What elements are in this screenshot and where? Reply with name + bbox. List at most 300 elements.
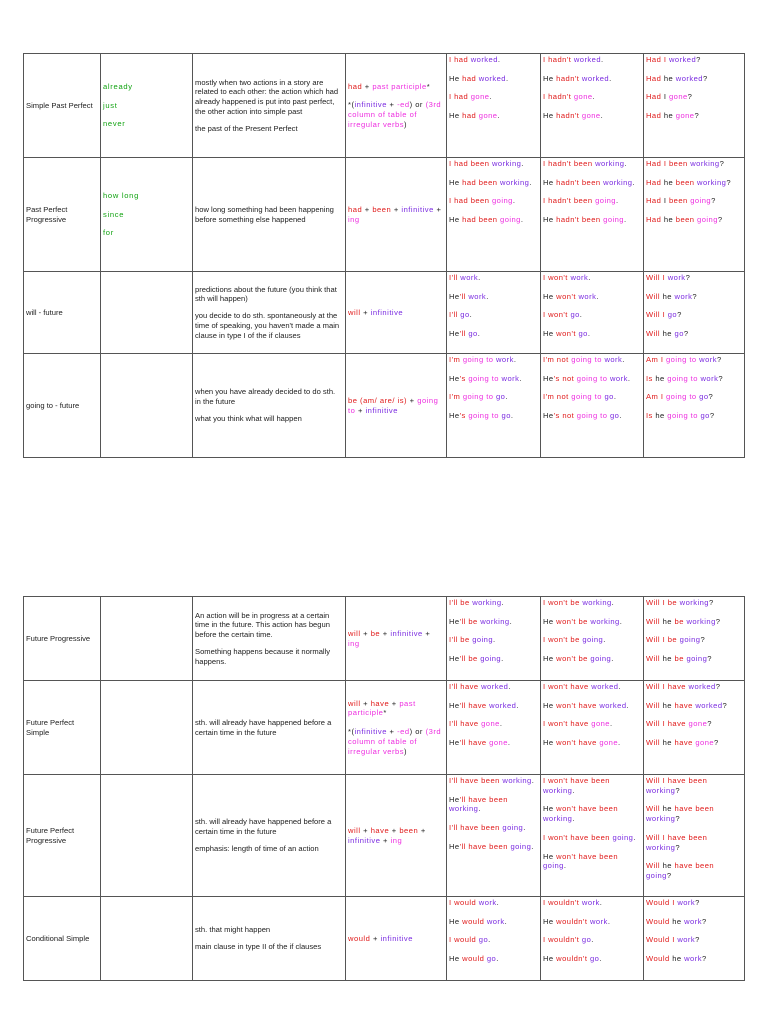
text-segment: He <box>543 291 557 301</box>
text-segment: ? <box>701 916 707 926</box>
example-line <box>449 111 538 121</box>
text-segment: ) <box>404 119 408 129</box>
text-segment: going <box>612 832 634 842</box>
example-line <box>543 804 641 823</box>
example-line <box>543 310 641 320</box>
text-segment: . <box>497 55 501 64</box>
form-line <box>348 205 444 224</box>
text-segment: . <box>623 215 627 225</box>
text-segment: ? <box>687 92 693 102</box>
text-segment: work <box>589 916 608 926</box>
text-segment: He <box>449 916 463 926</box>
text-segment: working <box>543 814 573 824</box>
text-segment: had <box>454 55 471 64</box>
affirmative-cell <box>447 897 541 981</box>
text-segment: Would <box>646 954 673 964</box>
example-line <box>543 833 641 843</box>
text-segment: will <box>348 307 361 317</box>
text-segment: would <box>454 898 479 907</box>
text-segment: I <box>449 392 452 402</box>
text-segment: he <box>662 700 675 710</box>
text-segment: gone <box>581 111 601 121</box>
text-segment: . <box>486 291 489 301</box>
tense-name: Conditional Simple <box>26 933 90 943</box>
text-segment: . <box>478 804 481 814</box>
text-segment: He <box>449 411 460 421</box>
text-segment: I <box>662 635 668 645</box>
text-segment: I <box>543 55 549 64</box>
text-segment: ) or <box>409 727 426 737</box>
text-segment: hadn't <box>548 92 574 102</box>
text-segment: going <box>686 654 708 664</box>
usage-cell <box>193 897 346 981</box>
example-line <box>449 178 538 188</box>
tense-name-cell <box>24 54 101 158</box>
text-segment: I <box>543 935 549 945</box>
text-segment: go <box>496 392 506 402</box>
text-segment: . <box>624 159 627 168</box>
text-segment: + <box>362 81 373 91</box>
text-segment: going to <box>667 373 701 383</box>
text-segment: worked <box>489 700 517 710</box>
tense-name: will - future <box>26 307 63 317</box>
text-segment: Will <box>646 804 663 814</box>
example-line <box>543 954 641 964</box>
text-segment: going to <box>576 373 610 383</box>
tense-name: Future Perfect Progressive <box>26 825 75 845</box>
text-segment: + <box>422 628 431 638</box>
text-segment: Had <box>646 111 664 121</box>
text-segment: hadn't <box>556 111 582 121</box>
text-segment: . <box>626 700 630 710</box>
usage-text: sth. will already have happened before a certain time in the future <box>195 717 332 737</box>
tense-name: Simple Past Perfect <box>26 100 93 110</box>
text-segment: work <box>496 355 514 364</box>
text-segment: had <box>348 204 363 214</box>
text-segment: hadn't been <box>548 159 596 168</box>
text-segment: have been <box>667 776 708 785</box>
example-line <box>646 617 742 627</box>
text-segment: work <box>468 291 487 301</box>
example-line <box>646 196 742 206</box>
text-segment: . <box>477 329 481 339</box>
text-segment: will <box>348 698 361 708</box>
signal-words-cell <box>101 54 193 158</box>
example-line <box>449 292 538 302</box>
text-segment: 'll have been <box>459 794 508 804</box>
form-cell <box>346 272 447 354</box>
text-segment: infinitive <box>370 307 404 317</box>
form-line <box>348 100 444 129</box>
text-segment: ? <box>722 700 728 710</box>
text-segment: . <box>478 273 481 282</box>
text-segment: go <box>604 392 614 402</box>
text-segment: + <box>391 204 402 214</box>
negative-cell <box>541 54 644 158</box>
text-segment: . <box>497 111 501 121</box>
example-line <box>543 898 641 908</box>
text-segment: work <box>684 916 702 926</box>
text-segment: had been <box>462 215 501 225</box>
text-segment: He <box>543 804 557 814</box>
text-segment: he <box>662 329 675 339</box>
usage-text: what you think what will happen <box>195 413 302 423</box>
text-segment: . <box>519 373 522 383</box>
text-segment: won't <box>556 291 579 301</box>
example-line <box>646 92 742 102</box>
text-segment: won't <box>556 329 579 339</box>
text-segment: Will <box>646 273 663 282</box>
text-segment: work <box>667 273 686 282</box>
signal-word: for <box>103 228 114 238</box>
text-segment: been <box>675 215 698 225</box>
text-segment: work <box>460 273 479 282</box>
text-segment: be <box>667 598 680 607</box>
example-line <box>449 617 538 627</box>
tense-row <box>24 54 745 158</box>
example-line <box>449 954 538 964</box>
example-line <box>543 215 641 225</box>
question-cell <box>644 597 745 681</box>
example-line <box>449 74 538 84</box>
text-segment: worked <box>599 700 627 710</box>
example-line <box>449 374 538 384</box>
example-line <box>449 196 538 206</box>
text-segment: have <box>674 738 696 748</box>
text-segment: 'll be <box>451 635 473 645</box>
text-segment: past participle <box>348 698 416 718</box>
text-segment: ? <box>695 935 700 945</box>
text-segment: . <box>596 291 599 301</box>
text-segment: going to <box>571 355 605 364</box>
text-segment: . <box>489 92 492 102</box>
text-segment: I <box>663 92 669 102</box>
example-line <box>543 374 641 384</box>
text-segment: infinitive <box>380 933 413 943</box>
example-line <box>646 738 742 748</box>
text-segment: gone <box>591 719 610 729</box>
text-segment: going <box>697 215 718 225</box>
text-segment: I <box>663 159 669 168</box>
text-segment: worked <box>675 73 703 83</box>
text-segment: going <box>491 196 513 206</box>
text-segment: infinitive <box>354 100 387 110</box>
text-segment: I <box>543 682 549 691</box>
example-line <box>543 719 641 729</box>
example-line <box>646 374 742 384</box>
text-segment: won't be <box>548 635 583 645</box>
text-segment: he <box>662 738 675 748</box>
text-segment: won't be <box>556 616 591 626</box>
text-segment: infinitive <box>365 405 398 415</box>
text-segment: (3rd column of table of irregular verbs <box>348 100 442 129</box>
text-segment: He <box>449 654 460 664</box>
text-segment: ? <box>709 411 715 421</box>
text-segment: have <box>370 698 390 708</box>
text-segment: Will <box>646 700 663 710</box>
text-segment: working <box>590 616 620 626</box>
text-segment: have been <box>674 861 715 871</box>
text-segment: going <box>502 823 524 833</box>
example-line <box>646 392 742 402</box>
usage-cell <box>193 597 346 681</box>
text-segment: won't have <box>548 719 592 729</box>
text-segment: going <box>646 871 667 881</box>
signal-words-cell <box>101 354 193 458</box>
text-segment: He <box>543 916 557 926</box>
signal-word: never <box>103 119 126 129</box>
text-segment: He <box>543 616 557 626</box>
text-segment: ? <box>695 898 700 907</box>
example-line <box>543 55 641 65</box>
text-segment: going to <box>348 395 439 415</box>
text-segment: I <box>662 832 668 842</box>
text-segment: 's <box>459 411 469 421</box>
text-segment: won't be <box>556 654 591 664</box>
signal-words-cell <box>101 597 193 681</box>
text-segment: have <box>667 719 689 729</box>
example-line <box>543 392 641 402</box>
text-segment: going to <box>667 411 701 421</box>
text-segment: + <box>355 405 366 415</box>
text-segment: 'm not <box>545 355 572 364</box>
text-segment: ? <box>708 598 714 607</box>
text-segment: won't have <box>556 738 600 748</box>
text-segment: been <box>399 825 419 835</box>
form-line <box>348 629 444 648</box>
text-segment: work <box>700 373 719 383</box>
text-segment: been <box>372 204 392 214</box>
text-segment: gone <box>688 719 708 729</box>
text-segment: working <box>690 159 720 168</box>
text-segment: Am <box>646 355 661 364</box>
text-segment: hadn't <box>556 73 582 83</box>
text-segment: + <box>389 698 400 708</box>
text-segment: working <box>679 598 709 607</box>
form-line <box>348 308 444 318</box>
text-segment: ? <box>717 355 722 364</box>
text-segment: . <box>509 616 513 626</box>
usage-text: predictions about the future (you think that sth will happen) <box>195 284 337 304</box>
text-segment: . <box>501 654 504 664</box>
text-segment: been <box>675 177 698 187</box>
text-segment: won't have been <box>556 851 618 861</box>
text-segment: working <box>646 814 676 824</box>
text-segment: I <box>449 196 455 206</box>
negative-cell <box>541 272 644 354</box>
text-segment: He <box>449 177 463 187</box>
example-line <box>543 329 641 339</box>
text-segment: he <box>662 616 675 626</box>
text-segment: 'll be <box>459 654 481 664</box>
example-line <box>449 159 538 169</box>
text-segment: ? <box>711 196 716 206</box>
text-segment: he <box>663 177 676 187</box>
text-segment: go <box>700 411 710 421</box>
text-segment: He <box>543 851 557 861</box>
text-segment: won't have <box>548 682 592 691</box>
text-segment: . <box>609 73 612 83</box>
tense-name-cell <box>24 775 101 897</box>
usage-cell <box>193 354 346 458</box>
negative-cell <box>541 597 644 681</box>
text-segment: . <box>613 392 617 402</box>
text-segment: . <box>529 177 532 187</box>
tense-name: Future Progressive <box>26 633 91 643</box>
text-segment: ? <box>696 55 701 64</box>
negative-cell <box>541 775 644 897</box>
text-segment: ? <box>726 177 732 187</box>
negative-cell <box>541 158 644 272</box>
example-line <box>646 355 742 365</box>
text-segment: Will <box>646 635 663 645</box>
question-cell <box>644 897 745 981</box>
example-line <box>543 852 641 871</box>
text-segment: . <box>572 814 575 824</box>
negative-cell <box>541 897 644 981</box>
form-cell <box>346 775 447 897</box>
text-segment: + <box>360 698 371 708</box>
text-segment: 'll be <box>459 616 481 626</box>
text-segment: + <box>380 835 391 845</box>
text-segment: . <box>510 411 514 421</box>
text-segment: will <box>348 628 361 638</box>
text-segment: I <box>543 832 549 842</box>
example-line <box>449 842 538 852</box>
text-segment: . <box>591 935 594 945</box>
text-segment: ing <box>390 835 403 845</box>
text-segment: ing <box>348 214 360 224</box>
text-segment: gone <box>489 738 508 748</box>
example-line <box>543 917 641 927</box>
text-segment: I <box>672 935 678 945</box>
text-segment: 'll <box>459 329 469 339</box>
example-line <box>449 55 538 65</box>
text-segment: going <box>595 196 616 206</box>
text-segment: 'll <box>451 273 461 282</box>
signal-word: just <box>103 100 118 110</box>
text-segment: He <box>449 111 463 121</box>
example-line <box>449 654 538 664</box>
usage-text: how long something had been happening before something else happened <box>195 204 334 224</box>
example-line <box>646 898 742 908</box>
text-segment: He <box>449 73 463 83</box>
question-cell <box>644 681 745 775</box>
text-segment: . <box>531 841 534 851</box>
usage-cell <box>193 54 346 158</box>
form-cell <box>346 54 447 158</box>
text-segment: work <box>578 291 597 301</box>
text-segment: 'll have <box>459 700 490 710</box>
text-segment: be <box>674 654 687 664</box>
text-segment: Had <box>646 159 664 168</box>
text-segment: . <box>512 196 516 206</box>
text-segment: ? <box>675 785 681 795</box>
text-segment: + <box>360 628 371 638</box>
example-line <box>449 598 538 608</box>
example-line <box>646 159 742 169</box>
text-segment: had <box>454 92 471 102</box>
text-segment: gone <box>675 111 695 121</box>
text-segment: infinitive <box>401 204 434 214</box>
text-segment: I <box>543 92 549 102</box>
text-segment: ? <box>702 73 708 83</box>
text-segment: I <box>449 273 452 282</box>
example-line <box>543 776 641 795</box>
text-segment: ? <box>666 871 672 881</box>
text-segment: He <box>543 700 557 710</box>
text-segment: worked <box>470 55 498 64</box>
text-segment: Is <box>646 411 656 421</box>
text-segment: I <box>662 719 668 729</box>
text-segment: be <box>370 628 381 638</box>
text-segment: work <box>677 898 696 907</box>
text-segment: I <box>449 92 455 102</box>
text-segment: . <box>523 823 526 833</box>
text-segment: 'm <box>451 355 463 364</box>
text-segment: wouldn't <box>556 954 590 964</box>
usage-text: main clause in type II of the if clauses <box>195 942 322 951</box>
text-segment: . <box>499 719 503 729</box>
example-line <box>646 776 742 795</box>
tense-row <box>24 272 745 354</box>
text-segment: gone <box>668 92 688 102</box>
text-segment: worked <box>695 700 723 710</box>
text-segment: worked <box>478 73 506 83</box>
text-segment: going <box>603 215 624 225</box>
affirmative-cell <box>447 597 541 681</box>
text-segment: . <box>622 355 625 364</box>
text-segment: 's <box>459 373 469 383</box>
example-line <box>646 329 742 339</box>
affirmative-cell <box>447 775 541 897</box>
tense-name: going to - future <box>26 400 80 410</box>
text-segment: go <box>570 310 580 320</box>
tense-name-cell <box>24 897 101 981</box>
text-segment: I <box>660 355 666 364</box>
signal-words-cell <box>101 272 193 354</box>
text-segment: hadn't been <box>556 177 604 187</box>
text-segment: Will <box>646 654 663 664</box>
text-segment: Will <box>646 861 663 871</box>
text-segment: have been <box>667 832 708 842</box>
text-segment: 's not <box>553 411 577 421</box>
text-segment: he <box>672 954 685 964</box>
example-line <box>646 215 742 225</box>
text-segment: I <box>449 55 455 64</box>
text-segment: go <box>667 310 678 320</box>
text-segment: go <box>674 329 684 339</box>
text-segment: . <box>531 776 535 785</box>
example-line <box>543 273 641 283</box>
text-segment: had <box>462 73 479 83</box>
example-line <box>449 823 538 833</box>
text-segment: going <box>543 861 564 871</box>
text-segment: . <box>516 700 519 710</box>
text-segment: work <box>699 355 718 364</box>
text-segment: ? <box>700 635 706 645</box>
text-segment: I <box>543 310 549 320</box>
text-segment: He <box>543 738 557 748</box>
form-line <box>348 934 444 944</box>
text-segment: infinitive <box>348 835 381 845</box>
text-segment: work <box>581 898 600 907</box>
text-segment: . <box>627 373 631 383</box>
text-segment: He <box>449 616 460 626</box>
text-segment: Will <box>646 719 663 729</box>
text-segment: -ed <box>397 727 410 737</box>
text-segment: working <box>500 177 530 187</box>
